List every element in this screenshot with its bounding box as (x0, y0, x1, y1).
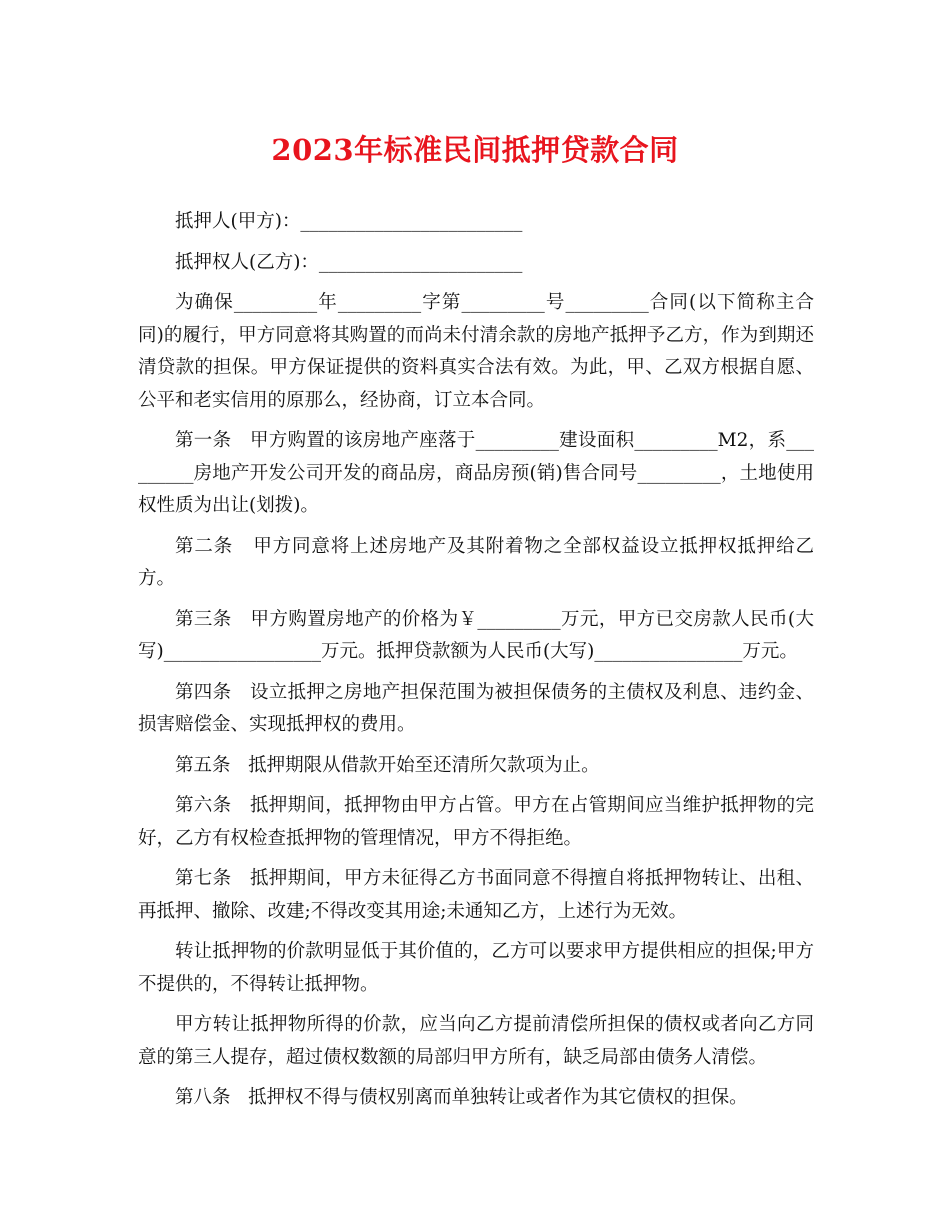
document-title: 2023年标准民间抵押贷款合同 (271, 133, 679, 167)
paragraph-article-2: 第二条 甲方同意将上述房地产及其附着物之全部权益设立抵押权抵押给乙方。 (138, 535, 814, 589)
paragraph-mortgagee: 抵押权人(乙方)：______________________ (175, 251, 523, 273)
paragraph-article-3: 第三条 甲方购置房地产的价格为￥_________万元，甲方已交房款人民币(大写)_________________万元。抵押贷款额为人民币(大写)________________万元。 (138, 608, 814, 662)
paragraph-article-7-transfer: 转让抵押物的价款明显低于其价值的，乙方可以要求甲方提供相应的担保;甲方不提供的，不得转让抵押物。 (138, 941, 814, 995)
paragraph-article-4: 第四条 设立抵押之房地产担保范围为被担保债务的主债权及利息、违约金、损害赔偿金、实现抵押权的费用。 (138, 681, 814, 735)
paragraph-preamble: 为确保_________年_________字第_________号_________合同(以下简称主合同)的履行，甲方同意将其购置的而尚未付清余款的房地产抵押予乙方，作为到期还清贷款的担保。甲方保证提供的资料真实合法有效。为此，甲、乙双方根据自愿、公平和老实信用的原那么，经协商，订立本合同。 (138, 292, 814, 411)
paragraph-article-7: 第七条 抵押期间，甲方未征得乙方书面同意不得擅自将抵押物转让、出租、再抵押、撤除、改建;不得改变其用途;未通知乙方，上述行为无效。 (138, 868, 814, 922)
paragraph-article-1: 第一条 甲方购置的该房地产座落于_________建设面积_________M2，系_________房地产开发公司开发的商品房，商品房预(销)售合同号_________，土地使用权性质为出让(划拨)。 (138, 430, 814, 516)
paragraph-article-5: 第五条 抵押期限从借款开始至还清所欠款项为止。 (175, 754, 600, 776)
paragraph-article-6: 第六条 抵押期间，抵押物由甲方占管。甲方在占管期间应当维护抵押物的完好，乙方有权检查抵押物的管理情况，甲方不得拒绝。 (138, 795, 814, 849)
paragraph-article-7-proceeds: 甲方转让抵押物所得的价款，应当向乙方提前清偿所担保的债权或者向乙方同意的第三人提存，超过债权数额的局部归甲方所有，缺乏局部由债务人清偿。 (138, 1014, 814, 1068)
document-body (138, 206, 814, 1123)
paragraph-article-8: 第八条 抵押权不得与债权别离而单独转让或者作为其它债权的担保。 (175, 1087, 748, 1108)
paragraph-mortgagor: 抵押人(甲方)：________________________ (175, 211, 523, 232)
